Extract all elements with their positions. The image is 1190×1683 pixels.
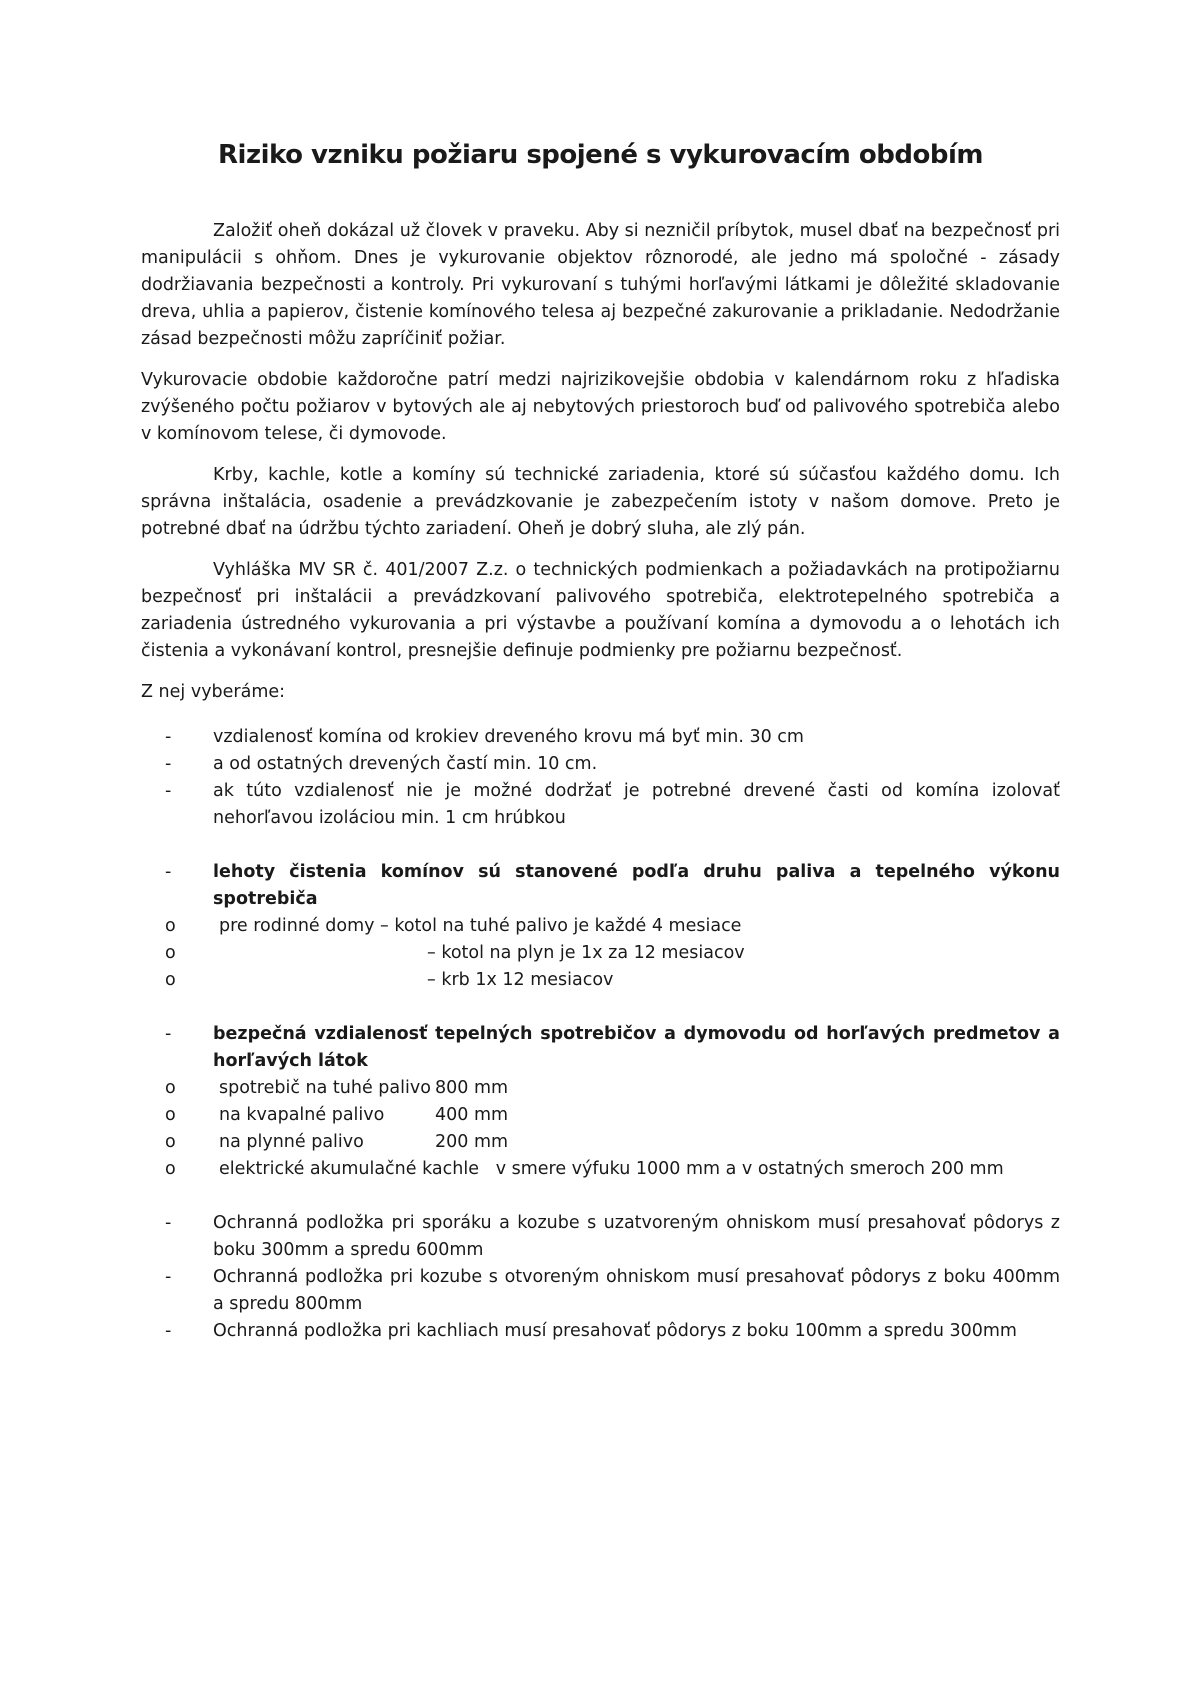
list-item-text: Ochranná podložka pri kozube s otvoreným ohniskom musí presahovať pôdorys z boku 400mm a spredu 800mm (213, 1267, 1060, 1314)
dash-marker: - (165, 754, 172, 774)
distance-value: 200 mm (435, 1132, 509, 1152)
list-item-text: Ochranná podložka pri sporáku a kozube s uzatvoreným ohniskom musí presahovať pôdorys z boku 300mm a spredu 600mm (213, 1213, 1060, 1260)
paragraph-heating-season: Vykurovacie obdobie každoročne patrí medzi najrizikovejšie obdobia v kalendárnom roku z hľadiska zvýšeného počtu požiarov v bytových ale aj nebytových priestoroch buď od palivového spotrebiča alebo v komínovom telese, či dymovode. (141, 370, 1060, 444)
paragraph-intro: Založiť oheň dokázal už človek v praveku. Aby si nezničil príbytok, musel dbať na bezpečnosť pri manipulácii s ohňom. Dnes je vykurovanie objektov rôznorodé, ale jedno má spoločné - zásady dodržiavania bezpečnosti a kontroly. Pri vykurovaní s tuhými horľavými látkami je dôležité skladovanie dreva, uhlia a papierov, čistenie komínového telesa aj bezpečné zakurovanie a prikladanie. Nedodržanie zásad bezpečnosti môžu zapríčiniť požiar. (141, 221, 1060, 349)
dash-marker: - (165, 727, 172, 747)
dash-marker: - (165, 1024, 172, 1044)
list-item-text: Ochranná podložka pri kachliach musí presahovať pôdorys z boku 100mm a spredu 300mm (213, 1321, 1017, 1341)
sub-list-item (141, 967, 1060, 994)
list-heading (141, 859, 1060, 913)
distance-label: na kvapalné palivo (219, 1105, 385, 1125)
distance-label: elektrické akumulačné kachle (219, 1159, 479, 1179)
protective-pad-list (141, 1210, 1060, 1345)
sub-list-item (141, 1075, 1060, 1102)
page-title: Riziko vzniku požiaru spojené s vykurovacím obdobím (218, 140, 983, 170)
dash-marker: - (165, 1321, 172, 1341)
circle-marker: o (165, 1078, 176, 1098)
paragraph-devices: Krby, kachle, kotle a komíny sú technické zariadenia, ktoré sú súčasťou každého domu. Ich správna inštalácia, osadenie a prevádzkovanie je zabezpečením istoty v našom domove. Preto je potrebné dbať na údržbu týchto zariadení. Oheň je dobrý sluha, ale zlý pán. (141, 465, 1060, 539)
list-item-text: a od ostatných drevených častí min. 10 cm. (213, 754, 598, 774)
distance-value: 800 mm (435, 1078, 509, 1098)
list-item (141, 751, 1060, 778)
list-heading (141, 1021, 1060, 1075)
circle-marker: o (165, 970, 176, 990)
sub-list-item-text: – kotol na plyn je 1x za 12 mesiacov (427, 943, 745, 963)
distance-label: spotrebič na tuhé palivo (219, 1078, 431, 1098)
paragraph-regulation: Vyhláška MV SR č. 401/2007 Z.z. o technických podmienkach a požiadavkách na protipožiarnu bezpečnosť pri inštalácii a prevádzkovaní palivového spotrebiča, elektrotepelného spotrebiča a zariadenia ústredného vykurovania a pri výstavbe a používaní komína a dymovodu a o lehotách ich čistenia a vykonávaní kontrol, presnejšie definuje podmienky pre požiarnu bezpečnosť. (141, 560, 1060, 661)
list-item (141, 1264, 1060, 1318)
sub-list-item-text: pre rodinné domy – kotol na tuhé palivo je každé 4 mesiace (219, 916, 742, 936)
sub-list-item (141, 1102, 1060, 1129)
circle-marker: o (165, 916, 176, 936)
list-item (141, 778, 1060, 832)
cleaning-intervals-list (141, 859, 1060, 994)
dash-marker: - (165, 1267, 172, 1287)
list-item (141, 1318, 1060, 1345)
distance-value: 400 mm (435, 1105, 509, 1125)
dash-marker: - (165, 1213, 172, 1233)
distance-value: v smere výfuku 1000 mm a v ostatných smeroch 200 mm (495, 1159, 1004, 1179)
sub-list-item (141, 1129, 1060, 1156)
circle-marker: o (165, 943, 176, 963)
sub-list-item (141, 940, 1060, 967)
list-item (141, 724, 1060, 751)
paragraph-selection: Z nej vyberáme: (141, 682, 286, 702)
circle-marker: o (165, 1159, 176, 1179)
sub-list-item (141, 1156, 1060, 1183)
circle-marker: o (165, 1105, 176, 1125)
distance-label: na plynné palivo (219, 1132, 364, 1152)
list-item-text: ak túto vzdialenosť nie je možné dodržať je potrebné drevené časti od komína izolovať nehorľavou izoláciou min. 1 cm hrúbkou (213, 781, 1060, 828)
sub-list-item-text: – krb 1x 12 mesiacov (427, 970, 614, 990)
dash-marker: - (165, 862, 172, 882)
dash-marker: - (165, 781, 172, 801)
list-item (141, 1210, 1060, 1264)
safe-distance-list (141, 1021, 1060, 1183)
circle-marker: o (165, 1132, 176, 1152)
distance-heading: bezpečná vzdialenosť tepelných spotrebičov a dymovodu od horľavých predmetov a horľavých látok (213, 1024, 1060, 1071)
sub-list-item (141, 913, 1060, 940)
chimney-distance-list (141, 724, 1060, 832)
cleaning-heading: lehoty čistenia komínov sú stanovené podľa druhu paliva a tepelného výkonu spotrebiča (213, 862, 1060, 909)
list-item-text: vzdialenosť komína od krokiev dreveného krovu má byť min. 30 cm (213, 727, 804, 747)
